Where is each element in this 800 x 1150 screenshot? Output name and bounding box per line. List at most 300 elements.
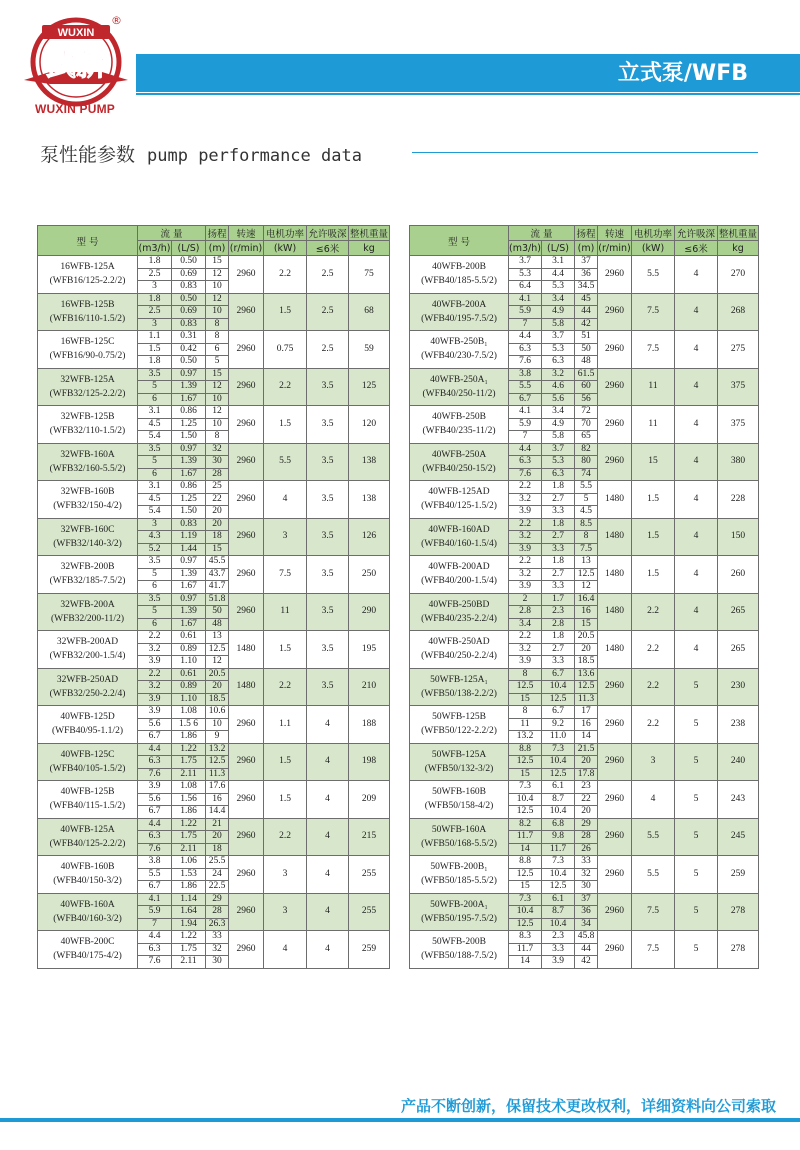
table-row xyxy=(38,518,390,531)
flow-ls-cell: 1.67 xyxy=(172,581,206,594)
head-cell: 14 xyxy=(575,731,598,744)
head-cell: 12.5 xyxy=(575,681,598,694)
flow-m3h-cell: 6 xyxy=(138,468,172,481)
head-cell: 18.5 xyxy=(575,656,598,669)
flow-m3h-cell: 3.5 xyxy=(138,593,172,606)
weight-cell: 238 xyxy=(718,706,759,744)
speed-cell: 2960 xyxy=(229,743,264,781)
model-name: 32WFB-200B xyxy=(60,562,115,573)
header-flow-m3h: (m3/h) xyxy=(509,242,541,254)
power-cell: 2.2 xyxy=(632,631,675,669)
table-row xyxy=(38,443,390,456)
model-name: 40WFB-200A xyxy=(431,299,487,310)
model-name: 40WFB-160AD xyxy=(428,524,490,535)
flow-m3h-cell: 3.9 xyxy=(509,656,542,669)
suction-cell: 4 xyxy=(307,893,349,931)
header-suction: 允许吸深 xyxy=(307,226,349,241)
flow-ls-cell: 1.5 6 xyxy=(172,718,206,731)
head-cell: 10 xyxy=(206,418,229,431)
flow-ls-cell: 1.25 xyxy=(172,418,206,431)
flow-ls-cell: 4.6 xyxy=(542,381,575,394)
flow-ls-cell: 10.4 xyxy=(542,918,575,931)
model-code: (WFB50/122-2.2/2) xyxy=(421,726,497,737)
flow-ls-cell: 8.7 xyxy=(542,793,575,806)
model-cell xyxy=(38,593,138,631)
model-name: 40WFB-250BD xyxy=(428,599,490,610)
flow-ls-cell: 11.0 xyxy=(542,731,575,744)
flow-ls-cell: 1.8 xyxy=(542,518,575,531)
flow-ls-cell: 0.50 xyxy=(172,293,206,306)
model-cell xyxy=(410,893,509,931)
flow-ls-cell: 5.3 xyxy=(542,456,575,469)
header-bar-bottom-line xyxy=(136,93,800,95)
flow-m3h-cell: 3.9 xyxy=(138,706,172,719)
head-cell: 56 xyxy=(575,393,598,406)
head-cell: 36 xyxy=(575,906,598,919)
table-row xyxy=(410,331,759,344)
head-cell: 20.5 xyxy=(575,631,598,644)
speed-cell: 2960 xyxy=(229,893,264,931)
weight-cell: 138 xyxy=(349,481,390,519)
section-title xyxy=(40,140,362,167)
head-cell: 13 xyxy=(206,631,229,644)
speed-cell: 2960 xyxy=(598,293,632,331)
suction-cell: 5 xyxy=(675,743,718,781)
head-cell: 15 xyxy=(206,368,229,381)
flow-ls-cell: 5.3 xyxy=(542,281,575,294)
head-cell: 65 xyxy=(575,431,598,444)
model-cell xyxy=(410,781,509,819)
flow-ls-cell: 3.9 xyxy=(542,956,575,969)
suction-cell: 4 xyxy=(675,256,718,294)
head-cell: 22.5 xyxy=(206,881,229,894)
model-code: (WFB40/125-2.2/2) xyxy=(49,838,126,849)
model-cell xyxy=(38,668,138,706)
flow-m3h-cell: 11.7 xyxy=(509,943,542,956)
speed-cell: 2960 xyxy=(229,256,264,294)
flow-m3h-cell: 12.5 xyxy=(509,756,542,769)
flow-m3h-cell: 6.7 xyxy=(509,393,542,406)
speed-cell: 2960 xyxy=(229,481,264,519)
table-row xyxy=(38,931,390,944)
power-cell: 11 xyxy=(264,593,307,631)
weight-cell: 210 xyxy=(349,668,390,706)
flow-ls-cell: 0.50 xyxy=(172,256,206,269)
logo-chinese: 武新 xyxy=(46,48,106,83)
head-cell: 20 xyxy=(575,756,598,769)
weight-cell: 68 xyxy=(349,293,390,331)
table-row xyxy=(410,893,759,906)
flow-m3h-cell: 6.3 xyxy=(509,456,542,469)
flow-m3h-cell: 5.9 xyxy=(138,906,172,919)
power-cell: 5.5 xyxy=(632,856,675,894)
head-cell: 24 xyxy=(206,868,229,881)
flow-m3h-cell: 12.5 xyxy=(509,868,542,881)
table-row xyxy=(410,256,759,269)
flow-ls-cell: 6.7 xyxy=(542,706,575,719)
flow-m3h-cell: 3.2 xyxy=(138,681,172,694)
flow-ls-cell: 10.4 xyxy=(542,868,575,881)
header-flow-ls: (L/S) xyxy=(172,241,206,256)
model-name: 16WFB-125C xyxy=(60,337,115,348)
flow-m3h-cell: 8 xyxy=(509,668,542,681)
model-code: (WFB32/150-4/2) xyxy=(53,501,122,512)
flow-m3h-cell: 4.4 xyxy=(138,931,172,944)
model-cell xyxy=(410,368,509,406)
weight-cell: 259 xyxy=(718,856,759,894)
flow-ls-cell: 3.3 xyxy=(542,943,575,956)
flow-m3h-cell: 3.1 xyxy=(138,406,172,419)
model-code: (WFB40/200-1.5/4) xyxy=(421,576,497,587)
weight-cell: 243 xyxy=(718,781,759,819)
power-cell: 5.5 xyxy=(264,443,307,481)
flow-ls-cell: 1.75 xyxy=(172,943,206,956)
flow-ls-cell: 7.3 xyxy=(542,856,575,869)
power-cell: 2.2 xyxy=(632,668,675,706)
head-cell: 11.3 xyxy=(206,768,229,781)
model-cell xyxy=(38,931,138,969)
model-name: 40WFB-125D xyxy=(60,712,115,723)
model-code: (WFB16/125-2.2/2) xyxy=(49,276,126,287)
flow-m3h-cell: 5.6 xyxy=(138,718,172,731)
header-suction-sub: ≤6米 xyxy=(675,241,718,256)
flow-m3h-cell: 1.5 xyxy=(138,343,172,356)
model-name: 40WFB-250A₁ xyxy=(430,374,488,385)
flow-ls-cell: 0.89 xyxy=(172,643,206,656)
flow-m3h-cell: 7.3 xyxy=(509,781,542,794)
speed-cell: 2960 xyxy=(229,706,264,744)
flow-m3h-cell: 5 xyxy=(138,456,172,469)
flow-ls-cell: 4.9 xyxy=(542,306,575,319)
model-cell xyxy=(38,556,138,594)
head-cell: 42 xyxy=(575,956,598,969)
flow-ls-cell: 1.75 xyxy=(172,831,206,844)
table-row xyxy=(38,331,390,344)
head-cell: 10 xyxy=(206,718,229,731)
speed-cell: 2960 xyxy=(229,556,264,594)
head-cell: 36 xyxy=(575,268,598,281)
speed-cell: 2960 xyxy=(598,406,632,444)
header-speed-unit: (r/min) xyxy=(598,242,631,254)
model-code: (WFB40/235-11/2) xyxy=(422,426,496,437)
flow-m3h-cell: 5.4 xyxy=(138,506,172,519)
model-code: (WFB50/138-2.2/2) xyxy=(421,688,497,699)
model-name: 50WFB-125B xyxy=(432,712,486,723)
speed-cell: 2960 xyxy=(229,368,264,406)
flow-m3h-cell: 3.4 xyxy=(509,618,542,631)
power-cell: 11 xyxy=(632,406,675,444)
flow-ls-cell: 3.2 xyxy=(542,368,575,381)
flow-ls-cell: 0.61 xyxy=(172,668,206,681)
head-cell: 18 xyxy=(206,531,229,544)
model-name: 40WFB-125B xyxy=(60,787,115,798)
weight-cell: 265 xyxy=(718,593,759,631)
flow-ls-cell: 2.7 xyxy=(542,531,575,544)
flow-m3h-cell: 6.3 xyxy=(138,943,172,956)
model-code: (WFB40/160-1.5/4) xyxy=(421,538,497,549)
table-row xyxy=(38,631,390,644)
head-cell: 8 xyxy=(575,531,598,544)
flow-m3h-cell: 12.5 xyxy=(509,806,542,819)
weight-cell: 228 xyxy=(718,481,759,519)
flow-ls-cell: 1.10 xyxy=(172,656,206,669)
weight-cell: 75 xyxy=(349,256,390,294)
flow-m3h-cell: 7.6 xyxy=(138,956,172,969)
header-head-unit: (m) xyxy=(206,241,229,256)
model-cell xyxy=(38,256,138,294)
head-cell: 26.3 xyxy=(206,918,229,931)
head-cell: 37 xyxy=(575,256,598,269)
head-cell: 45 xyxy=(575,293,598,306)
flow-ls-cell: 5.6 xyxy=(542,393,575,406)
head-cell: 18 xyxy=(206,843,229,856)
header-speed: 转速 xyxy=(598,226,632,241)
weight-cell: 209 xyxy=(349,781,390,819)
head-cell: 41.7 xyxy=(206,581,229,594)
head-cell: 43.7 xyxy=(206,568,229,581)
head-cell: 25 xyxy=(206,481,229,494)
flow-ls-cell: 1.39 xyxy=(172,568,206,581)
header-model: 型 号 xyxy=(410,226,509,256)
suction-cell: 4 xyxy=(307,818,349,856)
model-cell xyxy=(38,856,138,894)
model-code: (WFB40/150-3/2) xyxy=(53,876,122,887)
flow-m3h-cell: 3.9 xyxy=(138,693,172,706)
weight-cell: 250 xyxy=(349,556,390,594)
flow-m3h-cell: 5.2 xyxy=(138,543,172,556)
flow-m3h-cell: 5.3 xyxy=(509,268,542,281)
flow-ls-cell: 1.8 xyxy=(542,556,575,569)
model-code: (WFB32/125-2.2/2) xyxy=(49,388,126,399)
weight-cell: 240 xyxy=(718,743,759,781)
speed-cell: 2960 xyxy=(598,706,632,744)
model-code: (WFB40/250-11/2) xyxy=(422,388,496,399)
flow-ls-cell: 1.44 xyxy=(172,543,206,556)
flow-ls-cell: 5.3 xyxy=(542,343,575,356)
head-cell: 44 xyxy=(575,306,598,319)
table-body xyxy=(410,256,759,969)
head-cell: 20 xyxy=(206,831,229,844)
logo-wordmark: WUXIN xyxy=(57,27,95,39)
table-row xyxy=(38,481,390,494)
head-cell: 12.5 xyxy=(575,568,598,581)
head-cell: 7.5 xyxy=(575,543,598,556)
speed-cell: 1480 xyxy=(598,556,632,594)
model-code: (WFB50/168-5.5/2) xyxy=(421,838,497,849)
flow-ls-cell: 1.14 xyxy=(172,893,206,906)
weight-cell: 270 xyxy=(718,256,759,294)
head-cell: 32 xyxy=(575,868,598,881)
flow-ls-cell: 4.9 xyxy=(542,418,575,431)
model-cell xyxy=(410,631,509,669)
suction-cell: 5 xyxy=(675,781,718,819)
head-cell: 30 xyxy=(206,456,229,469)
header-power: 电机功率 xyxy=(264,226,307,241)
flow-m3h-cell: 5.5 xyxy=(509,381,542,394)
table-row xyxy=(410,556,759,569)
model-code: (WFB32/185-7.5/2) xyxy=(49,576,126,587)
flow-m3h-cell: 2 xyxy=(509,593,542,606)
flow-m3h-cell: 7 xyxy=(509,318,542,331)
power-cell: 3 xyxy=(264,893,307,931)
model-code: (WFB16/110-1.5/2) xyxy=(49,313,126,324)
model-name: 32WFB-125B xyxy=(60,412,115,423)
speed-cell: 2960 xyxy=(598,256,632,294)
head-cell: 51.8 xyxy=(206,593,229,606)
header-head: 扬程 xyxy=(206,226,229,241)
power-cell: 4 xyxy=(264,931,307,969)
flow-m3h-cell: 3.9 xyxy=(138,656,172,669)
flow-ls-cell: 1.50 xyxy=(172,431,206,444)
weight-cell: 188 xyxy=(349,706,390,744)
table-row xyxy=(38,668,390,681)
model-name: 40WFB-250A xyxy=(431,449,487,460)
suction-cell: 4 xyxy=(675,293,718,331)
power-cell: 0.75 xyxy=(264,331,307,369)
head-cell: 28 xyxy=(206,906,229,919)
table-row xyxy=(410,856,759,869)
suction-cell: 3.5 xyxy=(307,406,349,444)
head-cell: 8 xyxy=(206,431,229,444)
flow-m3h-cell: 7.6 xyxy=(138,843,172,856)
flow-ls-cell: 0.86 xyxy=(172,406,206,419)
head-cell: 70 xyxy=(575,418,598,431)
flow-m3h-cell: 1.8 xyxy=(138,293,172,306)
flow-ls-cell: 1.7 xyxy=(542,593,575,606)
flow-m3h-cell: 3.2 xyxy=(509,531,542,544)
flow-m3h-cell: 7.6 xyxy=(509,356,542,369)
weight-cell: 259 xyxy=(349,931,390,969)
suction-cell: 3.5 xyxy=(307,481,349,519)
head-cell: 12 xyxy=(206,381,229,394)
model-code: (WFB32/200-11/2) xyxy=(50,613,124,624)
table-row xyxy=(38,893,390,906)
flow-m3h-cell: 5.9 xyxy=(509,306,542,319)
model-cell xyxy=(38,518,138,556)
head-cell: 16 xyxy=(575,718,598,731)
flow-ls-cell: 8.7 xyxy=(542,906,575,919)
flow-ls-cell: 1.53 xyxy=(172,868,206,881)
header-suction: 允许吸深 xyxy=(675,226,718,241)
model-code: (WFB50/188-7.5/2) xyxy=(421,951,497,962)
flow-m3h-cell: 8.8 xyxy=(509,856,542,869)
model-cell xyxy=(38,368,138,406)
model-code: (WFB32/200-1.5/4) xyxy=(49,651,126,662)
model-name: 50WFB-160B xyxy=(432,787,486,798)
flow-ls-cell: 1.08 xyxy=(172,706,206,719)
suction-cell: 4 xyxy=(675,556,718,594)
flow-m3h-cell: 8.3 xyxy=(509,931,542,944)
model-cell xyxy=(410,481,509,519)
power-cell: 1.5 xyxy=(264,743,307,781)
flow-ls-cell: 1.22 xyxy=(172,743,206,756)
model-cell xyxy=(410,406,509,444)
flow-ls-cell: 3.7 xyxy=(542,331,575,344)
flow-m3h-cell: 4.1 xyxy=(509,406,542,419)
flow-m3h-cell: 3.5 xyxy=(138,443,172,456)
flow-ls-cell: 0.83 xyxy=(172,318,206,331)
speed-cell: 2960 xyxy=(229,781,264,819)
flow-m3h-cell: 4.4 xyxy=(138,743,172,756)
power-cell: 5.5 xyxy=(632,818,675,856)
flow-m3h-cell: 5 xyxy=(138,606,172,619)
table-row xyxy=(410,406,759,419)
head-cell: 37 xyxy=(575,893,598,906)
power-cell: 7.5 xyxy=(632,931,675,969)
table-row xyxy=(38,593,390,606)
model-name: 50WFB-125A₁ xyxy=(430,674,488,685)
flow-ls-cell: 0.83 xyxy=(172,281,206,294)
table-row xyxy=(410,668,759,681)
speed-cell: 2960 xyxy=(598,856,632,894)
head-cell: 13.6 xyxy=(575,668,598,681)
head-cell: 72 xyxy=(575,406,598,419)
model-name: 40WFB-160A xyxy=(60,899,115,910)
model-name: 40WFB-125C xyxy=(60,749,115,760)
header-weight-unit: kg xyxy=(349,241,390,256)
flow-m3h-cell: 15 xyxy=(509,881,542,894)
flow-m3h-cell: 6.3 xyxy=(509,343,542,356)
flow-m3h-cell: 2.2 xyxy=(509,556,542,569)
weight-cell: 138 xyxy=(349,443,390,481)
table-row xyxy=(410,743,759,756)
flow-ls-cell: 1.67 xyxy=(172,618,206,631)
head-cell: 16.4 xyxy=(575,593,598,606)
flow-m3h-cell: 14 xyxy=(509,843,542,856)
suction-cell: 3.5 xyxy=(307,443,349,481)
weight-cell: 195 xyxy=(349,631,390,669)
model-cell xyxy=(410,668,509,706)
head-cell: 20 xyxy=(575,806,598,819)
speed-cell: 2960 xyxy=(598,743,632,781)
weight-cell: 275 xyxy=(718,331,759,369)
model-name: 32WFB-200A xyxy=(60,599,115,610)
model-code: (WFB50/132-3/2) xyxy=(424,763,494,774)
weight-cell: 150 xyxy=(718,518,759,556)
suction-cell: 2.5 xyxy=(307,293,349,331)
model-cell xyxy=(38,818,138,856)
flow-ls-cell: 1.50 xyxy=(172,506,206,519)
suction-cell: 2.5 xyxy=(307,256,349,294)
table-row xyxy=(38,856,390,869)
flow-m3h-cell: 6.3 xyxy=(138,756,172,769)
model-cell xyxy=(410,818,509,856)
head-cell: 29 xyxy=(575,818,598,831)
flow-m3h-cell: 2.2 xyxy=(138,668,172,681)
head-cell: 10 xyxy=(206,281,229,294)
head-cell: 15 xyxy=(206,543,229,556)
table-row xyxy=(38,781,390,794)
model-name: 50WFB-200B₁ xyxy=(430,862,488,873)
flow-m3h-cell: 7 xyxy=(509,431,542,444)
suction-cell: 4 xyxy=(307,743,349,781)
head-cell: 26 xyxy=(575,843,598,856)
speed-cell: 2960 xyxy=(598,893,632,931)
flow-ls-cell: 12.5 xyxy=(542,768,575,781)
head-cell: 20 xyxy=(206,518,229,531)
header-power-unit: (kW) xyxy=(264,241,307,256)
header-title: 立式泵/WFB xyxy=(617,61,748,86)
head-cell: 21.5 xyxy=(575,743,598,756)
flow-m3h-cell: 12.5 xyxy=(509,918,542,931)
flow-m3h-cell: 3.9 xyxy=(509,506,542,519)
flow-ls-cell: 0.42 xyxy=(172,343,206,356)
flow-m3h-cell: 15 xyxy=(509,768,542,781)
head-cell: 22 xyxy=(206,493,229,506)
model-name: 40WFB-250B xyxy=(432,412,486,423)
head-cell: 32 xyxy=(206,943,229,956)
flow-m3h-cell: 5 xyxy=(138,568,172,581)
